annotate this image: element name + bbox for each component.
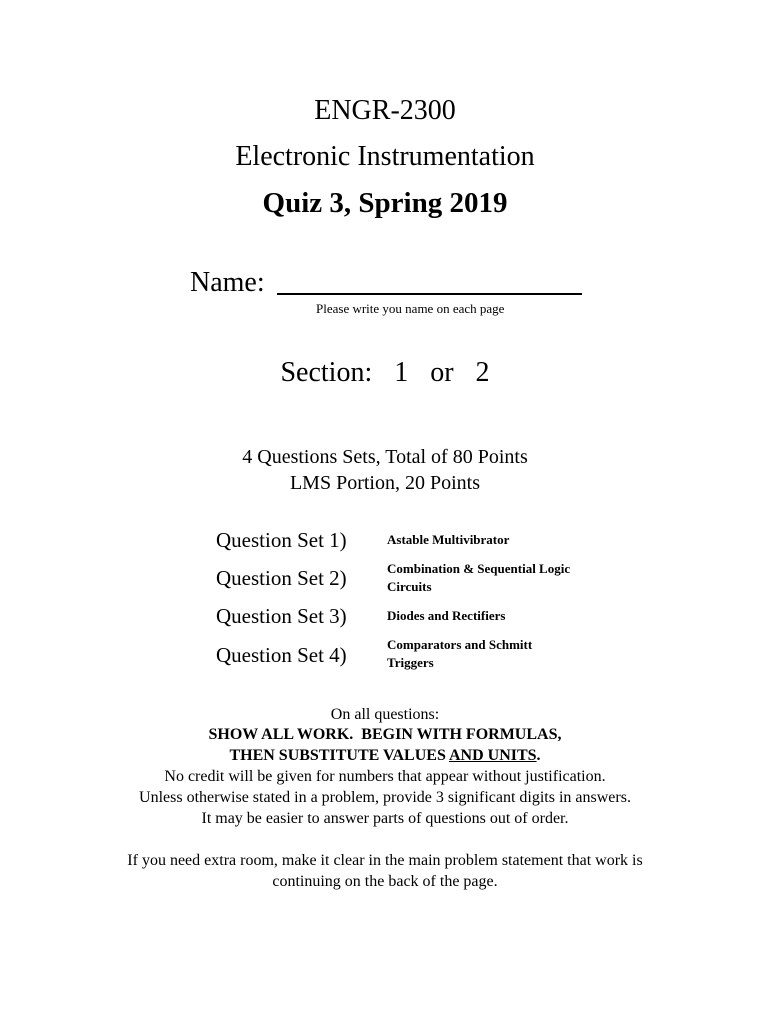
question-set-topic: Diodes and Rectifiers <box>387 608 506 623</box>
instructions-intro: On all questions: <box>330 706 440 723</box>
course-code: ENGR-2300 <box>314 95 456 126</box>
question-set-label: Question Set 4) <box>216 643 347 667</box>
name-hint: Please write you name on each page <box>316 301 505 316</box>
name-blank-line[interactable] <box>277 293 582 295</box>
question-set-label: Question Set 2) <box>216 566 347 590</box>
instructions-order: It may be easier to answer parts of questions out of order. <box>201 810 569 827</box>
instructions-units-underlined: AND UNITS <box>448 747 537 764</box>
extra-room-note-2: continuing on the back of the page. <box>272 873 498 890</box>
name-label: Name: <box>190 267 265 298</box>
question-set-label: Question Set 1) <box>216 528 347 552</box>
quiz-title: Quiz 3, Spring 2019 <box>262 187 508 219</box>
instructions-bold-2-pre: THEN SUBSTITUTE VALUES <box>229 747 449 764</box>
lms-points: LMS Portion, 20 Points <box>289 472 481 494</box>
course-title: Electronic Instrumentation <box>235 141 535 172</box>
extra-room-note-1: If you need extra room, make it clear in the main problem statement that work is <box>127 852 643 869</box>
question-set-label: Question Set 3) <box>216 604 347 628</box>
instructions-bold-2 <box>0 745 770 766</box>
total-points: 4 Questions Sets, Total of 80 Points <box>242 446 528 468</box>
question-set-topic: Astable Multivibrator <box>387 532 510 547</box>
section-choice: Section: 1 or 2 <box>280 357 490 388</box>
instructions-sig-digits: Unless otherwise stated in a problem, provide 3 significant digits in answers. <box>139 789 631 806</box>
instructions-no-credit: No credit will be given for numbers that appear without justification. <box>164 768 606 785</box>
question-set-topic: Combination & Sequential Logic Circuits <box>387 561 571 594</box>
question-set-topic: Comparators and Schmitt Triggers <box>387 637 533 670</box>
instructions-bold-1: SHOW ALL WORK. BEGIN WITH FORMULAS, <box>208 726 562 743</box>
instructions-bold-2-post: . <box>536 747 541 764</box>
